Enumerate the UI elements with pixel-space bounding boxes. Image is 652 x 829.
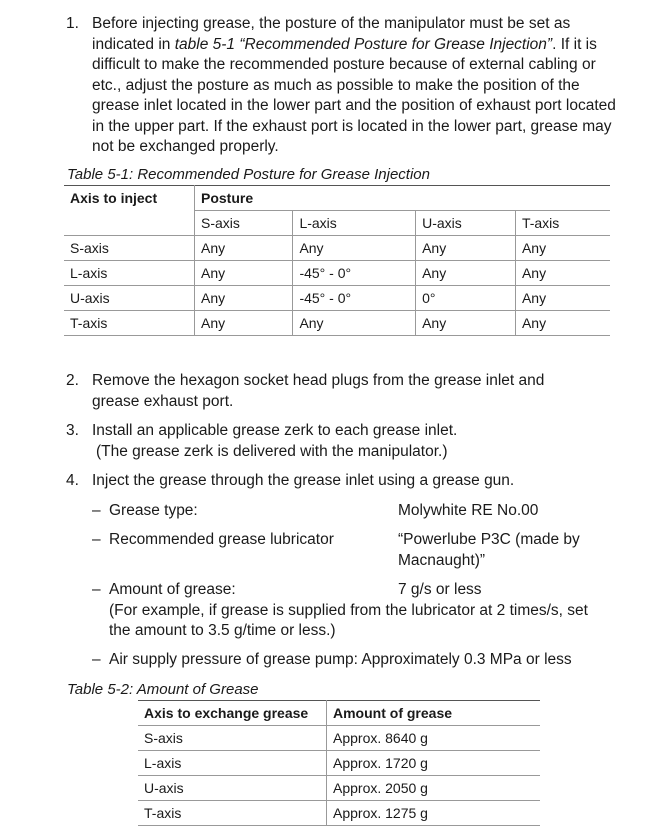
table-row <box>138 751 540 776</box>
table-cell: Any <box>195 311 293 336</box>
subheader-empty <box>64 211 195 236</box>
table-header-row <box>64 186 610 211</box>
step-text: Inject the grease through the grease inlet using a grease gun. <box>92 472 515 489</box>
step-text-part: Before injecting grease, the posture of the manipulator must be set as indicated in <box>92 15 571 53</box>
item-label: Recommended grease lubricator <box>109 531 334 548</box>
header-amount: Amount of grease <box>327 701 541 726</box>
row-axis: S-axis <box>64 236 195 261</box>
table-header-row <box>138 701 540 726</box>
item-label: Air supply pressure of grease pump: Approximately 0.3 MPa or less <box>109 651 572 668</box>
table-cell: Approx. 1275 g <box>327 801 541 826</box>
row-axis: U-axis <box>64 286 195 311</box>
table-row <box>64 236 610 261</box>
table-cell: Approx. 8640 g <box>327 726 541 751</box>
table-reference: table 5-1 “Recommended Posture for Grease Injection” <box>174 35 553 53</box>
table-cell: Approx. 1720 g <box>327 751 541 776</box>
subheader-cell: L-axis <box>293 211 416 236</box>
table-subheader-row <box>64 211 610 236</box>
subheader-cell: S-axis <box>195 211 293 236</box>
step-2 <box>66 371 626 412</box>
table-cell: Any <box>416 236 516 261</box>
row-axis: U-axis <box>138 776 327 801</box>
step-number: 2. <box>66 372 79 389</box>
row-axis: T-axis <box>64 311 195 336</box>
table-row <box>64 286 610 311</box>
table-cell: Any <box>195 236 293 261</box>
step-text: Remove the hexagon socket head plugs from the grease inlet and grease exhaust port. <box>92 372 545 410</box>
dash-bullet: – <box>92 531 101 548</box>
table-cell: -45° - 0° <box>293 261 416 286</box>
item-label: Amount of grease: <box>109 581 236 598</box>
table-caption: Table 5-2: Amount of Grease <box>67 681 259 698</box>
table-cell: Any <box>195 261 293 286</box>
item-value: 7 g/s or less <box>398 581 482 598</box>
row-axis: L-axis <box>138 751 327 776</box>
step-number: 1. <box>66 15 79 32</box>
step-number: 4. <box>66 472 79 489</box>
dash-bullet: – <box>92 651 101 668</box>
table-caption: Table 5-1: Recommended Posture for Grease Injection <box>67 166 430 183</box>
step-number: 3. <box>66 422 79 439</box>
table-cell: Any <box>515 311 610 336</box>
step-text: Install an applicable grease zerk to each grease inlet. <box>92 422 458 439</box>
grease-amount-table <box>138 700 540 826</box>
subheader-cell: T-axis <box>515 211 610 236</box>
table-row <box>138 776 540 801</box>
step-3 <box>66 421 626 462</box>
row-axis: S-axis <box>138 726 327 751</box>
table-row <box>64 311 610 336</box>
header-posture: Posture <box>195 186 611 211</box>
dash-bullet: – <box>92 581 101 598</box>
table-cell: Any <box>293 311 416 336</box>
item-value: “Powerlube P3C (made by Macnaught)” <box>398 531 580 569</box>
step-note: (The grease zerk is delivered with the manipulator.) <box>96 442 448 460</box>
item-note: (For example, if grease is supplied from the lubricator at 2 times/s, set the amount to 3.5 g/time or less.) <box>109 601 588 639</box>
header-axis: Axis to inject <box>70 190 158 207</box>
row-axis: L-axis <box>64 261 195 286</box>
item-value: Molywhite RE No.00 <box>398 502 539 519</box>
table-cell: Any <box>515 261 610 286</box>
table-cell: Any <box>515 286 610 311</box>
item-label: Grease type: <box>109 502 198 519</box>
header-axis: Axis to exchange grease <box>138 701 327 726</box>
table-row <box>138 801 540 826</box>
step-1 <box>66 14 626 158</box>
table-cell: Approx. 2050 g <box>327 776 541 801</box>
dash-bullet: – <box>92 502 101 519</box>
subheader-cell: U-axis <box>416 211 516 236</box>
table-cell: Any <box>416 261 516 286</box>
table-cell: Any <box>416 311 516 336</box>
table-cell: Any <box>515 236 610 261</box>
step-text <box>92 14 626 158</box>
step-4 <box>66 471 626 492</box>
table-cell: Any <box>195 286 293 311</box>
table-row <box>64 261 610 286</box>
table-cell: 0° <box>416 286 516 311</box>
step-text-part: . If it is difficult to make the recommended posture because of external cabling or etc., adjust the posture as much as possible to make the position of the grease inlet located in the lower part and the position of exhaust port located in the upper part. If the exhaust port is located in the lower part, grease may not be exchanged properly. <box>92 35 616 155</box>
posture-table <box>64 185 610 336</box>
table-cell: -45° - 0° <box>293 286 416 311</box>
row-axis: T-axis <box>138 801 327 826</box>
table-row <box>138 726 540 751</box>
table-cell: Any <box>293 236 416 261</box>
